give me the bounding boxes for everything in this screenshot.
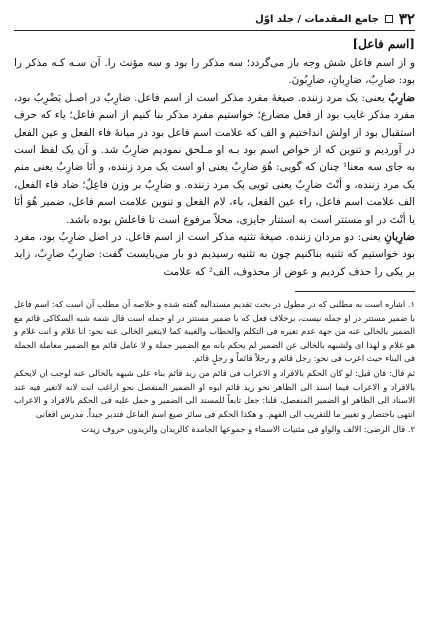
section-title: [اسم فاعل] xyxy=(352,37,415,51)
paragraph-term: ضارِبانِ xyxy=(384,231,415,244)
running-title: جامع المقدمات / جلد اوّل xyxy=(255,13,379,25)
page-header xyxy=(14,8,415,31)
footnote-divider xyxy=(295,291,415,292)
square-bullet-icon xyxy=(385,15,393,23)
paragraph-text: یعنی: دو مردان زننده. صیغهٔ تثنیه مذکر است از اسم فاعل. در اصل ضارِبٌ بود، مفرد بود خواستیم که تثنیه بناکنیم چون به تثنیه رسیدیم دو بار می‌بایست گفت: ضارِبٌ ضارِبٌ، زاید بر یکی را حذف کردیم و عوض از محذوف، الف² که علامت xyxy=(14,231,415,278)
paragraph-zariban xyxy=(14,229,415,281)
footnote: ثم قال: فان قیل: لو کان الحکم بالافراد و الاعراب فی قائم من زید قائم بناء علی شبهه بالخالی عنه لوجب ان لایحکم بالافراد و الاعراب فیما اسند الی الظاهر نحو زید قائم ابوه او الضمیر المنفصل نحو اراغب انت لانه لاتغیر فیه عند الاسناد الی الظاهر او الضمیر المنفصل، قلنا: جعل تابعاً للمسند الی الضمیر و حمل علیه فی الحکم بالافراد و الاعراب انتهی باختصار و تغییر ما للتقریب الی الفهم. و هکذا الحکم فی سائر صیغ اسم الفاعل فتدبر جیداً. مدرس افغانی xyxy=(14,368,415,419)
paragraph-intro xyxy=(14,55,415,90)
paragraph-zarib xyxy=(14,90,415,229)
paragraph-term: ضارِبٌ xyxy=(388,91,415,104)
footnotes xyxy=(14,298,415,436)
paragraph-text: یعنی: یک مرد زننده. صیغهٔ مفرد مذکر است از اسم فاعل. ضارِبٌ در اصـل یَضْرِبُ بود، مفرد مذکر غایب بود از فعل مضارع؛ خواستیم مفرد مذکر بنا کنیم از اسم فاعل؛ یاء که حرف استقبال بود از اولش انداختیم و الف که علامت اسم فاعل بود در میانهٔ فاء الفعل و عین الفعل در آوردیم و تنوین که از خواص اسم بود بـه او مـلحق نمودیم ضارِبٌ شد. و آن یک لفظ است به جای سه معنا¹ چنان که گویی: هُوَ ضارِبٌ یعنی او است یک مرد زننده، و أنَا ضارِبٌ یعنی منم یک مرد زننده، و أنْتَ ضارِبٌ یعنی تویی یک مرد زننده. و ضارِبٌ بر وزن فاعِلٌ؛ ضاد فاء الفعل، الف علامت اسم فاعل، راء عین الفعل، باء، لام الفعل و تنوین علامت اسم فاعل، ضمیر هُوَ أنَا یا أنْتَ در او مستتر است به استتار جایزی، محلاً مرفوع است تا فاعلش بوده باشد. xyxy=(14,91,416,226)
page-number: ۳۲ xyxy=(398,10,415,28)
footnote: ۲. قال الرضی: الالف والواو فی مثنیات الاسماء و جموعها الجامدة کالزیدان والزیدون حروف زیدت xyxy=(81,423,415,434)
paragraph-text: و از اسم فاعل شش وجه باز می‌گردد؛ سه مذکر را بود و سه مؤنث را. آن سـه کـه مذکر را بود: ضارِبٌ، ضارِبانِ، ضارِبُونَ. xyxy=(14,57,415,87)
footnote: ۱. اشاره است به مطلبی که در مطول در بحث تقدیم مسندالیه گفته شده و خلاصه آن مطلب آن است که: اسم فاعل با ضمیر مستتر در او جمله نیست، برخلاف فعل که با ضمیر مستتر در او جمله است قال شمة شبه السکاکی قائم مع الضمیر بالخالی عنه من جهة عدم تغیره فی التکلم والخطاب والغیبة کما لایتغیر الخالی عنه نحو: انا غلام و انت غلام و هو غلام و لهذا ای ولشبهه بالخالی عن الضمیر لم یحکم بانه مع الضمیر جملة و لا عامل قائم مع الضمیر معاملة الجملة فی البناء حیث اعرب فی نحو: رجل قائم و رجلاً قائماً و رجلٍ قائم. xyxy=(14,299,415,363)
